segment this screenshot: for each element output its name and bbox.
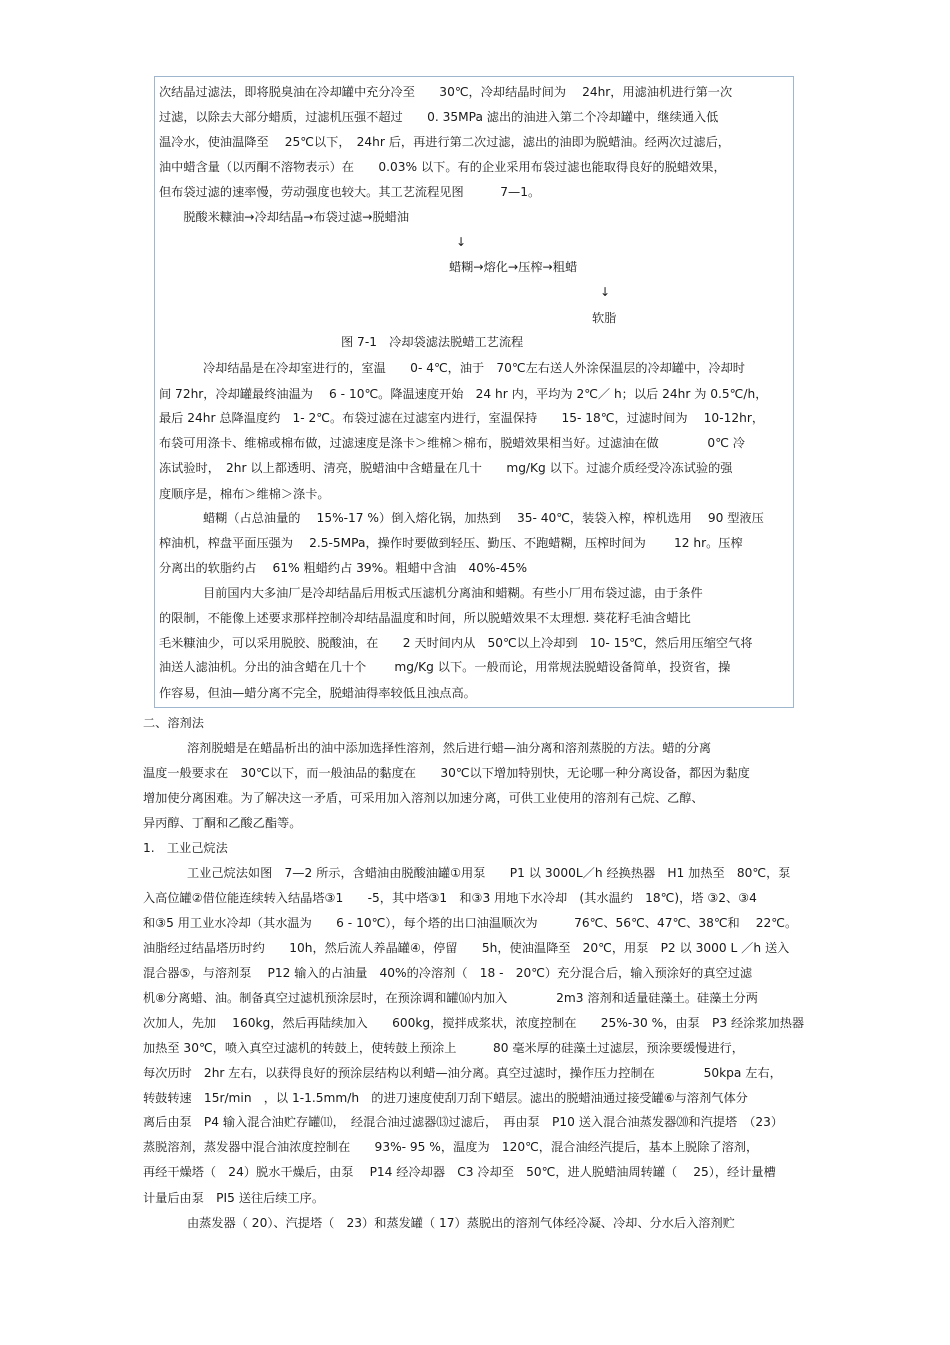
text-line: 蒸脱溶剂，蒸发器中混合油浓度控制在 93%- 95 %，温度为 120℃，混合油经汽提后，基本上脱除了溶剂， — [143, 1140, 759, 1154]
section-heading: 二、溶剂法 — [143, 716, 204, 730]
text-line: 和③5 用工业水冷却（其水温为 6 - 10℃），每个塔的出口油温顺次为 76℃、56℃、47℃、38℃和 22℃。 — [143, 916, 798, 930]
text-line: 但布袋过滤的速率慢，劳动强度也较大。其工艺流程见图 7—1。 — [159, 185, 541, 199]
text-line: 工业己烷法如图 7—2 所示，含蜡油由脱酸油罐①用泵 P1 以 3000L／h 经换热器 H1 加热至 80℃，泵 — [187, 866, 791, 880]
flow-line-2: 蜡糊→熔化→压榨→粗蜡 — [449, 260, 578, 274]
text-line: 榨油机，榨盘平面压强为 2.5-5MPa，操作时要做到轻压、勤压、不跑蜡糊，压榨时间为 12 hr。压榨 — [159, 536, 743, 550]
text-line: 分离出的软脂约占 61% 粗蜡约占 39%。粗蜡中含油 40%-45% — [159, 561, 528, 575]
flow-arrow-down: ↓ — [456, 235, 467, 249]
text-line: 温度一般要求在 30℃以下，而一般油品的黏度在 30℃以下增加特别快，无论哪一种分离设备，都因为黏度 — [143, 766, 750, 780]
flow-line-3: 软脂 — [592, 311, 617, 325]
text-line: 过滤，以除去大部分蜡质，过滤机压强不超过 0. 35MPa 滤出的油进入第二个冷却罐中，继续通入低 — [159, 110, 719, 124]
text-line: 次结晶过滤法，即将脱臭油在冷却罐中充分冷至 30℃，冷却结晶时间为 24hr，用滤油机进行第一次 — [159, 85, 733, 99]
text-line: 由蒸发器（ 20）、汽提塔（ 23）和蒸发罐（ 17）蒸脱出的溶剂气体经冷凝、冷却、分水后入溶剂贮 — [187, 1216, 735, 1230]
text-line: 目前国内大多油厂是冷却结晶后用板式压滤机分离油和蜡糊。有些小厂用布袋过滤，由于条件 — [203, 586, 703, 600]
flow-arrow-down: ↓ — [600, 285, 611, 299]
text-line: 油送人滤油机。分出的油含蜡在几十个 mg/Kg 以下。一般而论，用常规法脱蜡设备简单，投资省，操 — [159, 660, 731, 674]
text-line: 再经干燥塔（ 24）脱水干燥后，由泵 P14 经冷却器 C3 冷却至 50℃，进人脱蜡油周转罐（ 25），经计量槽 — [143, 1165, 776, 1179]
text-line: 溶剂脱蜡是在蜡晶析出的油中添加选择性溶剂，然后进行蜡—油分离和溶剂蒸脱的方法。蜡的分离 — [187, 741, 712, 755]
figure-caption: 图 7-1 冷却袋滤法脱蜡工艺流程 — [341, 335, 524, 349]
flow-line-1: 脱酸米糠油→冷却结晶→布袋过滤→脱蜡油 — [159, 210, 410, 224]
text-line: 异丙醇、丁酮和乙酸乙酯等。 — [143, 816, 302, 830]
text-line: 温冷水，使油温降至 25℃以下， 24hr 后，再进行第二次过滤，滤出的油即为脱蜡油。经两次过滤后， — [159, 135, 730, 149]
sub-heading: 1. 工业己烷法 — [143, 841, 228, 855]
text-line: 计量后由泵 PI5 送往后续工序。 — [143, 1191, 325, 1205]
text-line: 油脂经过结晶塔历时约 10h，然后流人养晶罐④，停留 5h，使油温降至 20℃，用泵 P2 以 3000 L ／h 送入 — [143, 941, 790, 955]
text-line: 增加使分离困难。为了解决这一矛盾，可采用加入溶剂以加速分离，可供工业使用的溶剂有己烷、乙醇、 — [143, 791, 704, 805]
text-line: 的限制，不能像上述要求那样控制冷却结晶温度和时间，所以脱蜡效果不太理想. 葵花籽毛油含蜡比 — [159, 611, 691, 625]
text-line: 次加人，先加 160kg，然后再陆续加入 600kg，搅拌成浆状，浓度控制在 25%-30 %，由泵 P3 经涂浆加热器 — [143, 1016, 805, 1030]
text-line: 转鼓转速 15r/min ，以 1-1.5mm/h 的进刀速度使刮刀刮下蜡层。滤出的脱蜡油通过接受罐⑥与溶剂气体分 — [143, 1091, 748, 1105]
text-line: 每次历时 2hr 左右，以获得良好的预涂层结构以利蜡—油分离。真空过滤时，操作压力控制在 50kpa 左右， — [143, 1066, 782, 1080]
text-line: 毛米糠油少，可以采用脱胶、脱酸油，在 2 天时间内从 50℃以上冷却到 10- 15℃，然后用压缩空气将 — [159, 636, 753, 650]
text-line: 冷却结晶是在冷却室进行的，室温 0- 4℃，油于 70℃左右送人外涂保温层的冷却罐中，冷却时 — [203, 361, 745, 375]
text-line: 离后由泵 P4 输入混合油贮存罐⑾， 经混合油过滤器⒀过滤后， 再由泵 P10 送入混合油蒸发器⒇和汽提塔 （23） — [143, 1115, 784, 1129]
text-line: 入高位罐②借位能连续转入结晶塔③1 -5，其中塔③1 和③3 用地下水冷却 (其水温约 18℃)，塔 ③2、③4 — [143, 891, 757, 905]
text-line: 蜡糊（占总油量的 15%-17 %）倒入熔化锅，加热到 35- 40℃，装袋入榨，榨机选用 90 型液压 — [203, 511, 764, 525]
text-line: 间 72hr，冷却罐最终油温为 6 - 10℃。降温速度开始 24 hr 内，平均为 2℃／ h；以后 24hr 为 0.5℃/h， — [159, 387, 768, 401]
text-line: 度顺序是，棉布＞维棉＞涤卡。 — [159, 487, 330, 501]
text-line: 机⑧分离蜡、油。制备真空过滤机预涂层时，在预涂调和罐⒃内加入 2m3 溶剂和适量硅藻土。硅藻土分两 — [143, 991, 758, 1005]
text-line: 混合器⑤，与溶剂泵 P12 输入的占油量 40%的冷溶剂（ 18 - 20℃）充分混合后，输入预涂好的真空过滤 — [143, 966, 753, 980]
text-line: 加热至 30℃，喷入真空过滤机的转鼓上，使转鼓上预涂上 80 毫米厚的硅藻土过滤层，预涂要缓慢进行， — [143, 1041, 744, 1055]
text-line: 冻试验时， 2hr 以上都透明、清亮，脱蜡油中含蜡量在几十 mg/Kg 以下。过滤介质经受冷冻试验的强 — [159, 461, 733, 475]
text-line: 作容易，但油—蜡分离不完全，脱蜡油得率较低且浊点高。 — [159, 686, 476, 700]
text-line: 布袋可用涤卡、维棉或棉布做，过滤速度是涤卡＞维棉＞棉布，脱蜡效果相当好。过滤油在做 0℃ 冷 — [159, 436, 745, 450]
text-line: 油中蜡含量（以丙酮不溶物表示）在 0.03% 以下。有的企业采用布袋过滤也能取得良好的脱蜡效果， — [159, 160, 726, 174]
text-line: 最后 24hr 总降温度约 1- 2℃。布袋过滤在过滤室内进行，室温保持 15- 18℃，过滤时间为 10-12hr， — [159, 411, 765, 425]
